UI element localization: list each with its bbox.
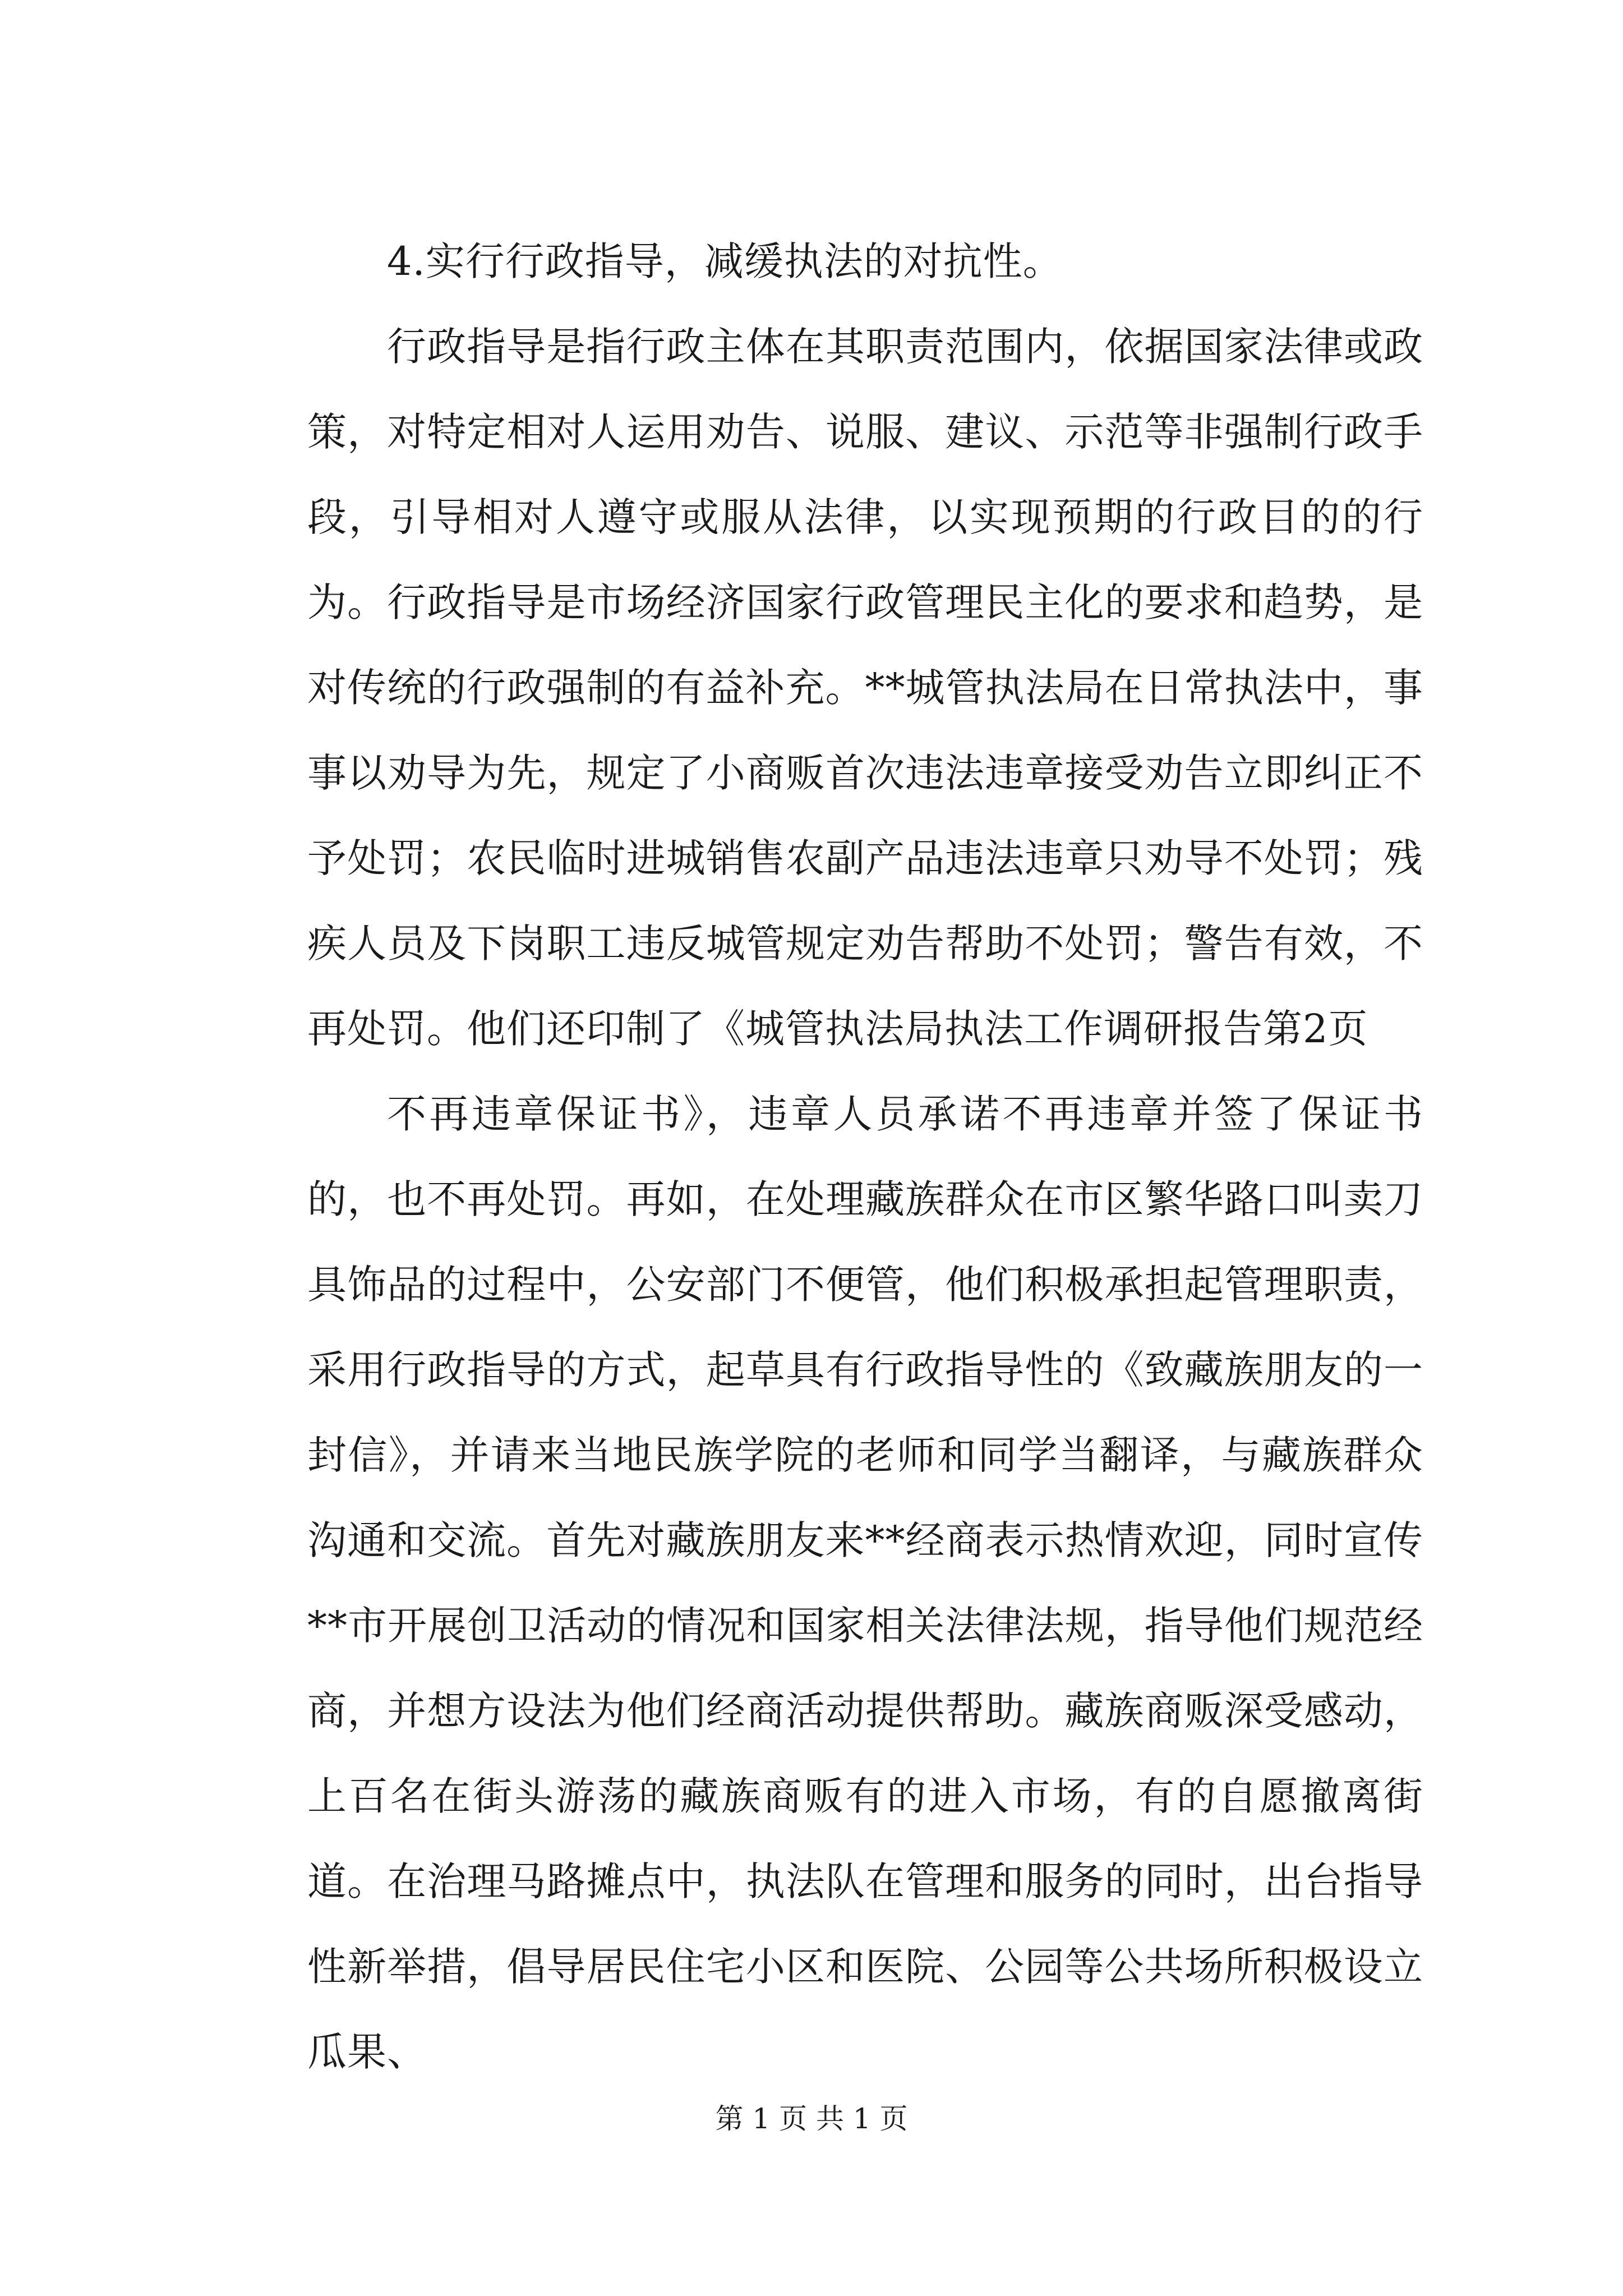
body-paragraph: 行政指导是指行政主体在其职责范围内，依据国家法律或政策，对特定相对人运用劝告、说服、建议、示范等非强制行政手段，引导相对人遵守或服从法律，以实现预期的行政目的的行为。行政指导是市场经济国家行政管理民主化的要求和趋势，是对传统的行政强制的有益补充。**城管执法局在日常执法中，事事以劝导为先，规定了小商贩首次违法违章接受劝告立即纠正不予处罚；农民临时进城销售农副产品违法违章只劝导不处罚；残疾人员及下岗职工违反城管规定劝告帮助不处罚；警告有效，不再处罚。他们还印制了《城管执法局执法工作调研报告第2页: [307, 324, 1423, 1052]
body-paragraph: 不再违章保证书》，违章人员承诺不再违章并签了保证书的，也不再处罚。再如，在处理藏族群众在市区繁华路口叫卖刀具饰品的过程中，公安部门不便管，他们积极承担起管理职责，采用行政指导的方式，起草具有行政指导性的《致藏族朋友的一封信》，并请来当地民族学院的老师和同学当翻译，与藏族群众沟通和交流。首先对藏族朋友来**经商表示热情欢迎，同时宣传**市开展创卫活动的情况和国家相关法律法规，指导他们规范经商，并想方设法为他们经商活动提供帮助。藏族商贩深受感动，上百名在街头游荡的藏族商贩有的进入市场，有的自愿撤离街道。在治理马路摊点中，执法队在管理和服务的同时，出台指导性新举措，倡导居民住宅小区和医院、公园等公共场所积极设立瓜果、: [307, 1091, 1423, 2075]
document-body: [307, 219, 1423, 2095]
section-heading: 4.实行行政指导，减缓执法的对抗性。: [387, 238, 1063, 284]
page-footer: 第 1 页 共 1 页: [715, 2102, 908, 2135]
